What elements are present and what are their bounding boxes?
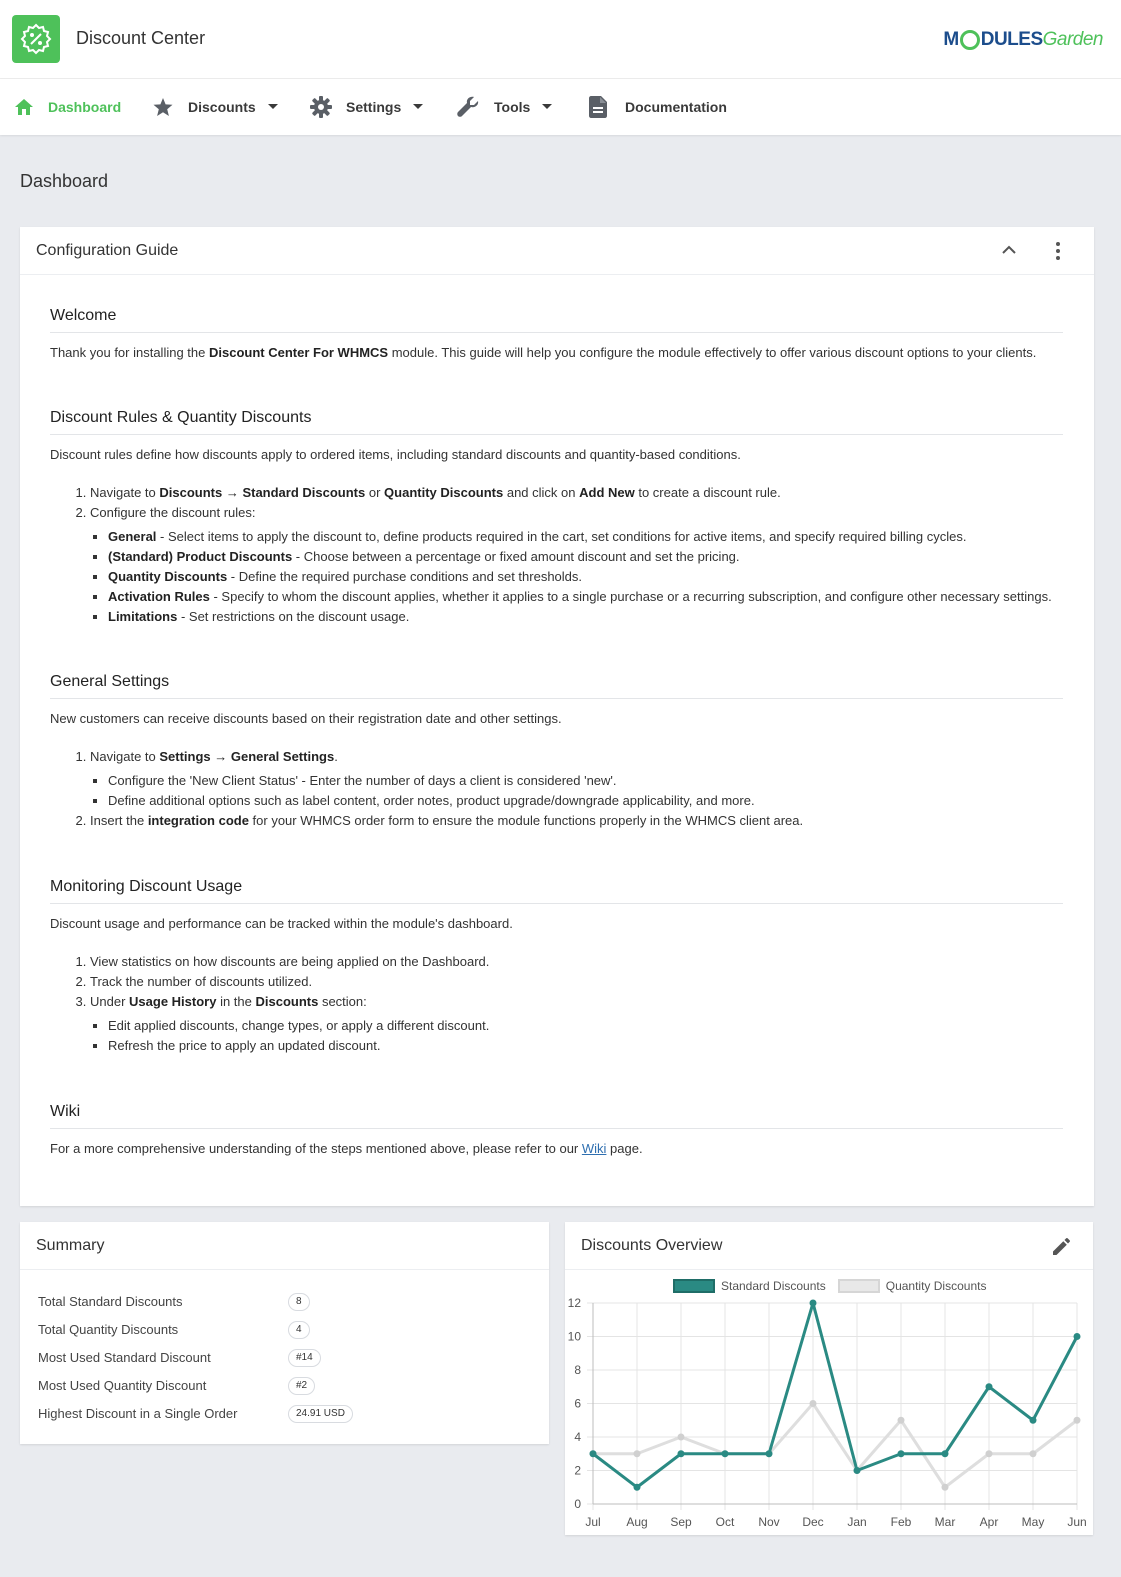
main-nav [0, 79, 1121, 135]
general-settings-steps [50, 747, 1063, 831]
summary-row-label: Total Standard Discounts [38, 1294, 183, 1309]
summary-badge: #2 [288, 1377, 315, 1395]
welcome-text: Thank you for installing the Discount Center For WHMCS module. This guide will help you configure the module effectively to offer various discount options to your clients. [50, 345, 1037, 360]
x-tick-label: May [1021, 1515, 1045, 1529]
wiki-section [50, 1103, 1063, 1159]
nav-settings-label: Settings [346, 99, 402, 115]
data-point-quantity [722, 1450, 729, 1457]
general-settings-section [50, 673, 1063, 831]
list-item: ▪ Quantity Discounts - Define the required purchase conditions and set thresholds. [108, 567, 1063, 587]
general-settings-heading: General Settings [50, 673, 1063, 699]
x-tick-label: Apr [979, 1515, 999, 1529]
x-tick-label: Jan [847, 1515, 867, 1529]
list-item: 2. Track the number of discounts utilized. [90, 972, 1063, 992]
data-point-quantity [986, 1450, 993, 1457]
data-point-quantity [1074, 1417, 1081, 1424]
list-item: 2. Configure the discount rules: ▪ General - Select items to apply the discount to, define products required in the cart, set conditions for active items, and specify required billing cycles. ▪ (Standard) Product Discounts - Choose between a percentage or fixed amount discount and set the pricing. ▪ Quantity Discounts - Define the required purchase conditions and set thresholds. ▪ Activation Rules - Specify to whom the discount applies, whether it applies to a single purchase or a recurring subscription, and configure other necessary settings. ▪ Limitations - Set restrictions on the discount usage. [90, 503, 1063, 627]
y-tick-label: 0 [574, 1497, 581, 1511]
nav-discounts[interactable] [152, 79, 278, 135]
summary-row-label: Most Used Standard Discount [38, 1350, 211, 1365]
summary-row-label: Highest Discount in a Single Order [38, 1406, 238, 1421]
chart-legend [673, 1279, 986, 1293]
gear-icon [310, 96, 332, 118]
configuration-guide-title: Configuration Guide [36, 241, 179, 259]
series-line-standard [593, 1303, 1077, 1487]
y-tick-label: 4 [574, 1430, 581, 1444]
x-tick-label: Nov [758, 1515, 780, 1529]
data-point-standard [634, 1484, 641, 1491]
data-point-quantity [634, 1450, 641, 1457]
nav-tools[interactable] [456, 79, 552, 135]
summary-badge: 4 [288, 1321, 310, 1339]
data-point-standard [942, 1450, 949, 1457]
summary-card [20, 1222, 549, 1444]
nav-dashboard[interactable] [14, 79, 121, 135]
wiki-text: For a more comprehensive understanding of the steps mentioned above, please refer to our Wiki page. [50, 1141, 643, 1156]
legend-label: Quantity Discounts [885, 1279, 987, 1293]
x-tick-label: Feb [890, 1515, 912, 1529]
discounts-overview-header [565, 1222, 1093, 1270]
summary-badge: 8 [288, 1293, 310, 1311]
list-item: ▪ Refresh the price to apply an updated discount. [108, 1036, 1063, 1056]
list-item: ▪ Configure the 'New Client Status' - Enter the number of days a client is considered 'new'. [108, 771, 1063, 791]
data-point-standard [766, 1450, 773, 1457]
more-vertical-icon[interactable] [1056, 242, 1060, 260]
data-point-quantity [678, 1434, 685, 1441]
home-icon [14, 98, 34, 116]
x-tick-label: Jun [1067, 1515, 1087, 1529]
discount-rules-heading: Discount Rules & Quantity Discounts [50, 409, 1063, 435]
list-item: ▪ Activation Rules - Specify to whom the discount applies, whether it applies to a single purchase or a recurring subscription, and configure other necessary settings. [108, 587, 1063, 607]
discounts-overview-card [565, 1222, 1093, 1535]
data-point-quantity [854, 1467, 861, 1474]
legend-label: Standard Discounts [721, 1279, 826, 1293]
summary-title: Summary [36, 1236, 105, 1254]
wiki-link[interactable]: Wiki [581, 1141, 607, 1156]
x-tick-label: Dec [802, 1515, 824, 1529]
monitoring-intro: Discount usage and performance can be tracked within the module's dashboard. [50, 916, 513, 931]
y-tick-label: 8 [574, 1363, 581, 1377]
discount-rules-section [50, 409, 1063, 627]
data-point-quantity [898, 1417, 905, 1424]
x-tick-label: Sep [670, 1515, 692, 1529]
data-point-standard [1074, 1333, 1081, 1340]
legend-swatch [673, 1279, 715, 1293]
list-item: 1. Navigate to Discounts → Standard Discounts or Quantity Discounts and click on Add New to create a discount rule. [90, 483, 1063, 503]
document-icon [589, 96, 607, 118]
data-point-standard [1030, 1417, 1037, 1424]
nav-documentation-label: Documentation [625, 99, 727, 115]
nav-tools-label: Tools [494, 99, 531, 115]
series-line-quantity [593, 1404, 1077, 1488]
data-point-standard [590, 1450, 597, 1457]
list-item: 2. Insert the integration code for your WHMCS order form to ensure the module functions properly in the WHMCS client area. [90, 811, 1063, 831]
summary-badge: #14 [288, 1349, 321, 1367]
y-tick-label: 2 [574, 1463, 581, 1478]
data-point-quantity [590, 1450, 597, 1457]
data-point-standard [678, 1450, 685, 1457]
brand-text-3: Garden [1042, 29, 1103, 50]
x-tick-label: Jul [585, 1515, 601, 1529]
app-logo-icon[interactable] [12, 15, 60, 63]
configuration-guide-header [20, 227, 1094, 275]
general-settings-intro: New customers can receive discounts based on their registration date and other settings. [50, 711, 562, 726]
welcome-section [50, 307, 1063, 363]
x-tick-label: Aug [626, 1515, 648, 1529]
y-tick-label: 6 [574, 1396, 581, 1411]
chevron-up-icon[interactable] [1002, 245, 1016, 255]
discounts-overview-title: Discounts Overview [581, 1236, 723, 1254]
welcome-heading: Welcome [50, 307, 1063, 333]
nav-settings[interactable] [310, 79, 423, 135]
brand-o-icon [960, 30, 980, 50]
summary-row-label: Total Quantity Discounts [38, 1322, 179, 1337]
list-item: ▪ General - Select items to apply the discount to, define products required in the cart, set conditions for active items, and specify required billing cycles. [108, 527, 1063, 547]
chevron-down-icon [268, 104, 278, 110]
list-item: ▪ Limitations - Set restrictions on the discount usage. [108, 607, 1063, 627]
data-point-quantity [1030, 1450, 1037, 1457]
star-icon [152, 97, 174, 117]
data-point-standard [810, 1300, 817, 1307]
wrench-icon [456, 95, 480, 119]
chevron-down-icon [542, 104, 552, 110]
list-item: ▪ (Standard) Product Discounts - Choose between a percentage or fixed amount discount and set the pricing. [108, 547, 1063, 567]
data-point-standard [898, 1450, 905, 1457]
edit-pencil-icon[interactable] [1053, 1237, 1071, 1255]
monitoring-heading: Monitoring Discount Usage [50, 878, 1063, 904]
discount-rules-steps [50, 483, 1063, 627]
summary-badge: 24.91 USD [288, 1405, 353, 1423]
data-point-quantity [810, 1400, 817, 1407]
data-point-standard [854, 1467, 861, 1474]
monitoring-steps [50, 952, 1063, 1056]
monitoring-section [50, 878, 1063, 1056]
y-tick-label: 10 [567, 1329, 581, 1344]
data-point-quantity [766, 1450, 773, 1457]
x-tick-label: Oct [715, 1515, 735, 1529]
nav-documentation[interactable] [589, 79, 727, 135]
summary-row-label: Most Used Quantity Discount [38, 1378, 207, 1393]
data-point-standard [722, 1450, 729, 1457]
list-item: 3. Under Usage History in the Discounts section: ▪ Edit applied discounts, change types, or apply a different discount. ▪ Refresh the price to apply an updated discount. [90, 992, 1063, 1056]
page-title: Dashboard [20, 171, 109, 191]
list-item: 1. Navigate to Settings → General Settings. ▪ Configure the 'New Client Status' - Enter the number of days a client is considered 'new'. ▪ Define additional options such as label content, order notes, product upgrade/downgrade applicability, and more. [90, 747, 1063, 811]
modulesgarden-logo[interactable] [943, 25, 1103, 55]
configuration-guide-card [20, 227, 1094, 1206]
brand-text-2: DULES [980, 29, 1043, 50]
x-tick-label: Mar [934, 1515, 956, 1529]
summary-header [20, 1222, 549, 1270]
y-tick-label: 12 [567, 1296, 581, 1310]
data-point-quantity [942, 1484, 949, 1491]
brand-text-1: M [943, 29, 959, 50]
list-item: ▪ Define additional options such as label content, order notes, product upgrade/downgrade applicability, and more. [108, 791, 1063, 811]
list-item: 1. View statistics on how discounts are being applied on the Dashboard. [90, 952, 1063, 972]
nav-dashboard-label: Dashboard [48, 99, 122, 115]
list-item: ▪ Edit applied discounts, change types, or apply a different discount. [108, 1016, 1063, 1036]
data-point-standard [986, 1383, 993, 1390]
chevron-down-icon [413, 104, 423, 110]
discount-rules-intro: Discount rules define how discounts apply to ordered items, including standard discounts and quantity-based conditions. [50, 447, 741, 462]
app-title: Discount Center [76, 28, 206, 48]
legend-swatch [838, 1279, 880, 1293]
nav-discounts-label: Discounts [188, 99, 256, 115]
wiki-heading: Wiki [50, 1103, 1063, 1129]
top-bar [0, 0, 1121, 79]
